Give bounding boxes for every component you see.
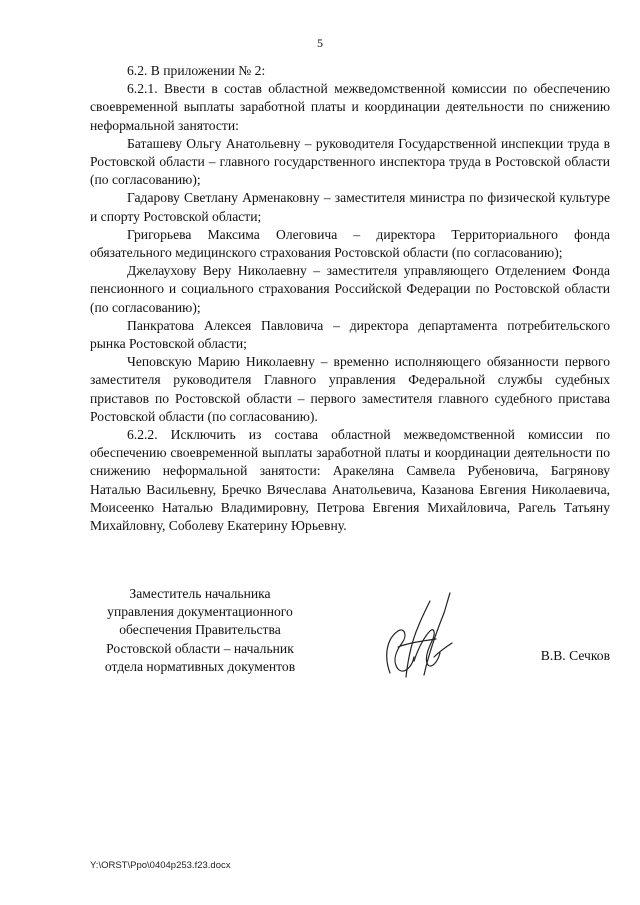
signer-title-line: Ростовской области – начальник	[106, 640, 294, 656]
signature-block	[90, 585, 610, 695]
member-entry: Гадарову Светлану Арменаковну – заместителя министра по физической культуре и спорту Ростовской области;	[90, 190, 610, 224]
member-entry: Джелаухову Веру Николаевну – заместителя управляющего Отделением Фонда пенсионного и социального страхования Российской Федерации по Ростовской области (по согласованию);	[90, 263, 610, 315]
member-entry: Чеповскую Марию Николаевну – временно исполняющего обязанности первого заместителя руководителя Главного управления Федеральной службы судебных приставов по Ростовской области – первого заместителя главного судебного пристава Ростовской области (по согласованию).	[90, 354, 610, 424]
footer-file-path: Y:\ORST\Ppo\0404p253.f23.docx	[90, 860, 231, 871]
signer-name: В.В. Сечков	[540, 648, 610, 663]
document-body	[90, 62, 610, 535]
member-entry: Панкратова Алексея Павловича – директора департамента потребительского рынка Ростовской области;	[90, 317, 610, 352]
signer-title-line: управления документационного	[107, 604, 293, 620]
member-entry: Баташеву Ольгу Анатольевну – руководителя Государственной инспекции труда в Ростовской области – главного государственного инспектора труда в Ростовской области (по согласованию);	[90, 135, 610, 188]
member-entry: Григорьева Максима Олеговича – директора Территориального фонда обязательного медицинского страхования Ростовской области (по согласованию);	[90, 226, 610, 261]
signer-title-line: обеспечения Правительства	[119, 622, 281, 638]
signer-title	[90, 585, 310, 676]
signer-title-line: Заместитель начальника	[129, 586, 271, 601]
clause-6-2-1: 6.2.1. Ввести в состав областной межведомственной комиссии по обеспечению своевременной выплаты заработной платы и координации деятельности по снижению неформальной занятости:	[90, 81, 610, 133]
signer-title-line: отдела нормативных документов	[104, 658, 296, 674]
page-number: 5	[317, 36, 323, 50]
handwritten-signature	[378, 587, 458, 683]
section-heading-6-2: 6.2. В приложении № 2:	[127, 63, 266, 78]
clause-6-2-2: 6.2.2. Исключить из состава областной межведомственной комиссии по обеспечению своевременной выплаты заработной платы и координации деятельности по снижению неформальной занятости: Аракеляна Самвела Рубеновича, Багрянову Наталью Васильевну, Бречко Вячеслава Анатольевича, Казанова Евгения Николаевича, Моисеенко Наталью Владимировну, Петрова Евгения Михайловича, Рагель Татьяну Михайловну, Соболеву Екатерину Юрьевну.	[90, 427, 610, 534]
